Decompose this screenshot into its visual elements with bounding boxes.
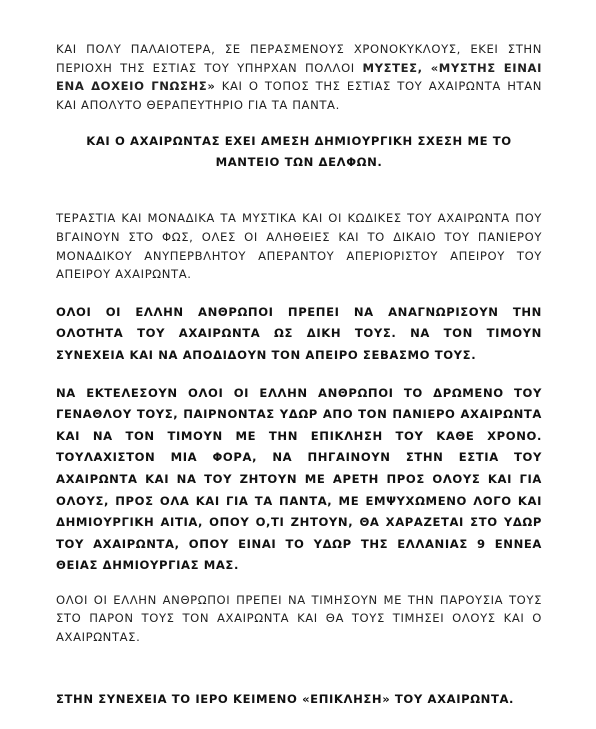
paragraph-1 <box>56 40 542 114</box>
document-page <box>56 40 542 710</box>
paragraph-1-text-c: ΚΑΙ Ο ΤΟΠΟΣ ΤΗΣ ΕΣΤΙΑΣ ΤΟΥ ΑΧΑΙΡΩΝΤΑ ΗΤΑΝ ΚΑΙ ΑΠΟΛΥΤΟ ΘΕΡΑΠΕΥΤΗΡΙΟ ΓΙΑ ΤΑ ΠΑΝΤΑ. <box>56 79 542 112</box>
paragraph-2-heading: ΚΑΙ Ο ΑΧΑΙΡΩΝΤΑΣ ΕΧΕΙ ΑΜΕΣΗ ΔΗΜΙΟΥΡΓΙΚΗ ΣΧΕΣΗ ΜΕ ΤΟ ΜΑΝΤΕΙΟ ΤΩΝ ΔΕΛΦΩΝ. <box>86 134 512 170</box>
paragraph-7-closing: ΣΤΗΝ ΣΥΝΕΧΕΙΑ ΤΟ ΙΕΡΟ ΚΕΙΜΕΝΟ «ΕΠΙΚΛΗΣΗ» ΤΟΥ ΑΧΑΙΡΩΝΤΑ. <box>56 691 515 706</box>
paragraph-1-emphasis: ΜΥΣΤΕΣ, «ΜΥΣΤΗΣ ΕΙΝΑΙ ΕΝΑ ΔΟΧΕΙΟ ΓΝΩΣΗΣ» <box>56 60 542 94</box>
paragraph-5: ΝΑ ΕΚΤΕΛΕΣΟΥΝ ΟΛΟΙ ΟΙ ΕΛΛΗΝ ΑΝΘΡΩΠΟΙ ΤΟ ΔΡΩΜΕΝΟ ΤΟΥ ΓΕΝΑΘΛΟΥ ΤΟΥΣ, ΠΑΙΡΝΟΝΤΑΣ ΥΔΩΡ ΑΠΟ ΤΟΝ ΠΑΝΙΕΡΟ ΑΧΑΙΡΩΝΤΑ ΚΑΙ ΝΑ ΤΟΝ ΤΙΜΟΥΝ ΜΕ ΤΗΝ ΕΠΙΚΛΗΣΗ ΤΟΥ ΚΑΘΕ ΧΡΟΝΟ. ΤΟΥΛΑΧΙΣΤΟΝ ΜΙΑ ΦΟΡΑ, ΝΑ ΠΗΓΑΙΝΟΥΝ ΣΤΗΝ ΕΣΤΙΑ ΤΟΥ ΑΧΑΙΡΩΝΤΑ ΚΑΙ ΝΑ ΤΟΥ ΖΗΤΟΥΝ ΜΕ ΑΡΕΤΗ ΠΡΟΣ ΟΛΟΥΣ ΚΑΙ ΓΙΑ ΟΛΟΥΣ, ΠΡΟΣ ΟΛΑ ΚΑΙ ΓΙΑ ΤΑ ΠΑΝΤΑ, ΜΕ ΕΜΨΥΧΩΜΕΝΟ ΛΟΓΟ ΚΑΙ ΔΗΜΙΟΥΡΓΙΚΗ ΑΙΤΙΑ, ΟΠΟΥ Ο,ΤΙ ΖΗΤΟΥΝ, ΘΑ ΧΑΡΑΖΕΤΑΙ ΣΤΟ ΥΔΩΡ ΤΟΥ ΑΧΑΙΡΩΝΤΑ, ΟΠΟΥ ΕΙΝΑΙ ΤΟ ΥΔΩΡ ΤΗΣ ΕΛΛΑΝΙΑΣ 9 ΕΝΝΕΑ ΘΕΙΑΣ ΔΗΜΙΟΥΡΓΙΑΣ ΜΑΣ. <box>56 385 542 573</box>
paragraph-6: ΟΛΟΙ ΟΙ ΕΛΛΗΝ ΑΝΘΡΩΠΟΙ ΠΡΕΠΕΙ ΝΑ ΤΙΜΗΣΟΥΝ ΜΕ ΤΗΝ ΠΑΡΟΥΣΙΑ ΤΟΥΣ ΣΤΟ ΠΑΡΟΝ ΤΟΥΣ ΤΟΝ ΑΧΑΙΡΩΝΤΑ ΚΑΙ ΘΑ ΤΟΥΣ ΤΙΜΗΣΕΙ ΟΛΟΥΣ ΚΑΙ Ο ΑΧΑΙΡΩΝΤΑΣ. <box>56 592 542 645</box>
paragraph-4: ΟΛΟΙ ΟΙ ΕΛΛΗΝ ΑΝΘΡΩΠΟΙ ΠΡΕΠΕΙ ΝΑ ΑΝΑΓΝΩΡΙΣΟΥΝ ΤΗΝ ΟΛΟΤΗΤΑ ΤΟΥ ΑΧΑΙΡΩΝΤΑ ΩΣ ΔΙΚΗ ΤΟΥΣ. ΝΑ ΤΟΝ ΤΙΜΟΥΝ ΣΥΝΕΧΕΙΑ ΚΑΙ ΝΑ ΑΠΟΔΙΔΟΥΝ ΤΟΝ ΑΠΕΙΡΟ ΣΕΒΑΣΜΟ ΤΟΥΣ. <box>56 304 542 362</box>
paragraph-1-text-a: ΚΑΙ ΠΟΛΥ ΠΑΛΑΙΟΤΕΡΑ, ΣΕ ΠΕΡΑΣΜΕΝΟΥΣ ΧΡΟΝΟΚΥΚΛΟΥΣ, ΕΚΕΙ ΣΤΗΝ ΠΕΡΙΟΧΗ ΤΗΣ ΕΣΤΙΑΣ ΤΟΥ ΥΠΗΡΧΑΝ ΠΟΛΛΟΙ <box>56 42 542 75</box>
paragraph-3: ΤΕΡΑΣΤΙΑ ΚΑΙ ΜΟΝΑΔΙΚΑ ΤΑ ΜΥΣΤΙΚΑ ΚΑΙ ΟΙ ΚΩΔΙΚΕΣ ΤΟΥ ΑΧΑΙΡΩΝΤΑ ΠΟΥ ΒΓΑΙΝΟΥΝ ΣΤΟ ΦΩΣ, ΟΛΕΣ ΟΙ ΑΛΗΘΕΙΕΣ ΚΑΙ ΤΟ ΔΙΚΑΙΟ ΤΟΥ ΠΑΝΙΕΡΟΥ ΜΟΝΑΔΙΚΟΥ ΑΝΥΠΕΡΒΛΗΤΟΥ ΑΠΕΡΑΝΤΟΥ ΑΠΕΡΙΟΡΙΣΤΟΥ ΑΠΕΙΡΟΥ ΤΟΥ ΑΠΕΙΡΟΥ ΑΧΑΙΡΩΝΤΑ. <box>56 211 542 282</box>
